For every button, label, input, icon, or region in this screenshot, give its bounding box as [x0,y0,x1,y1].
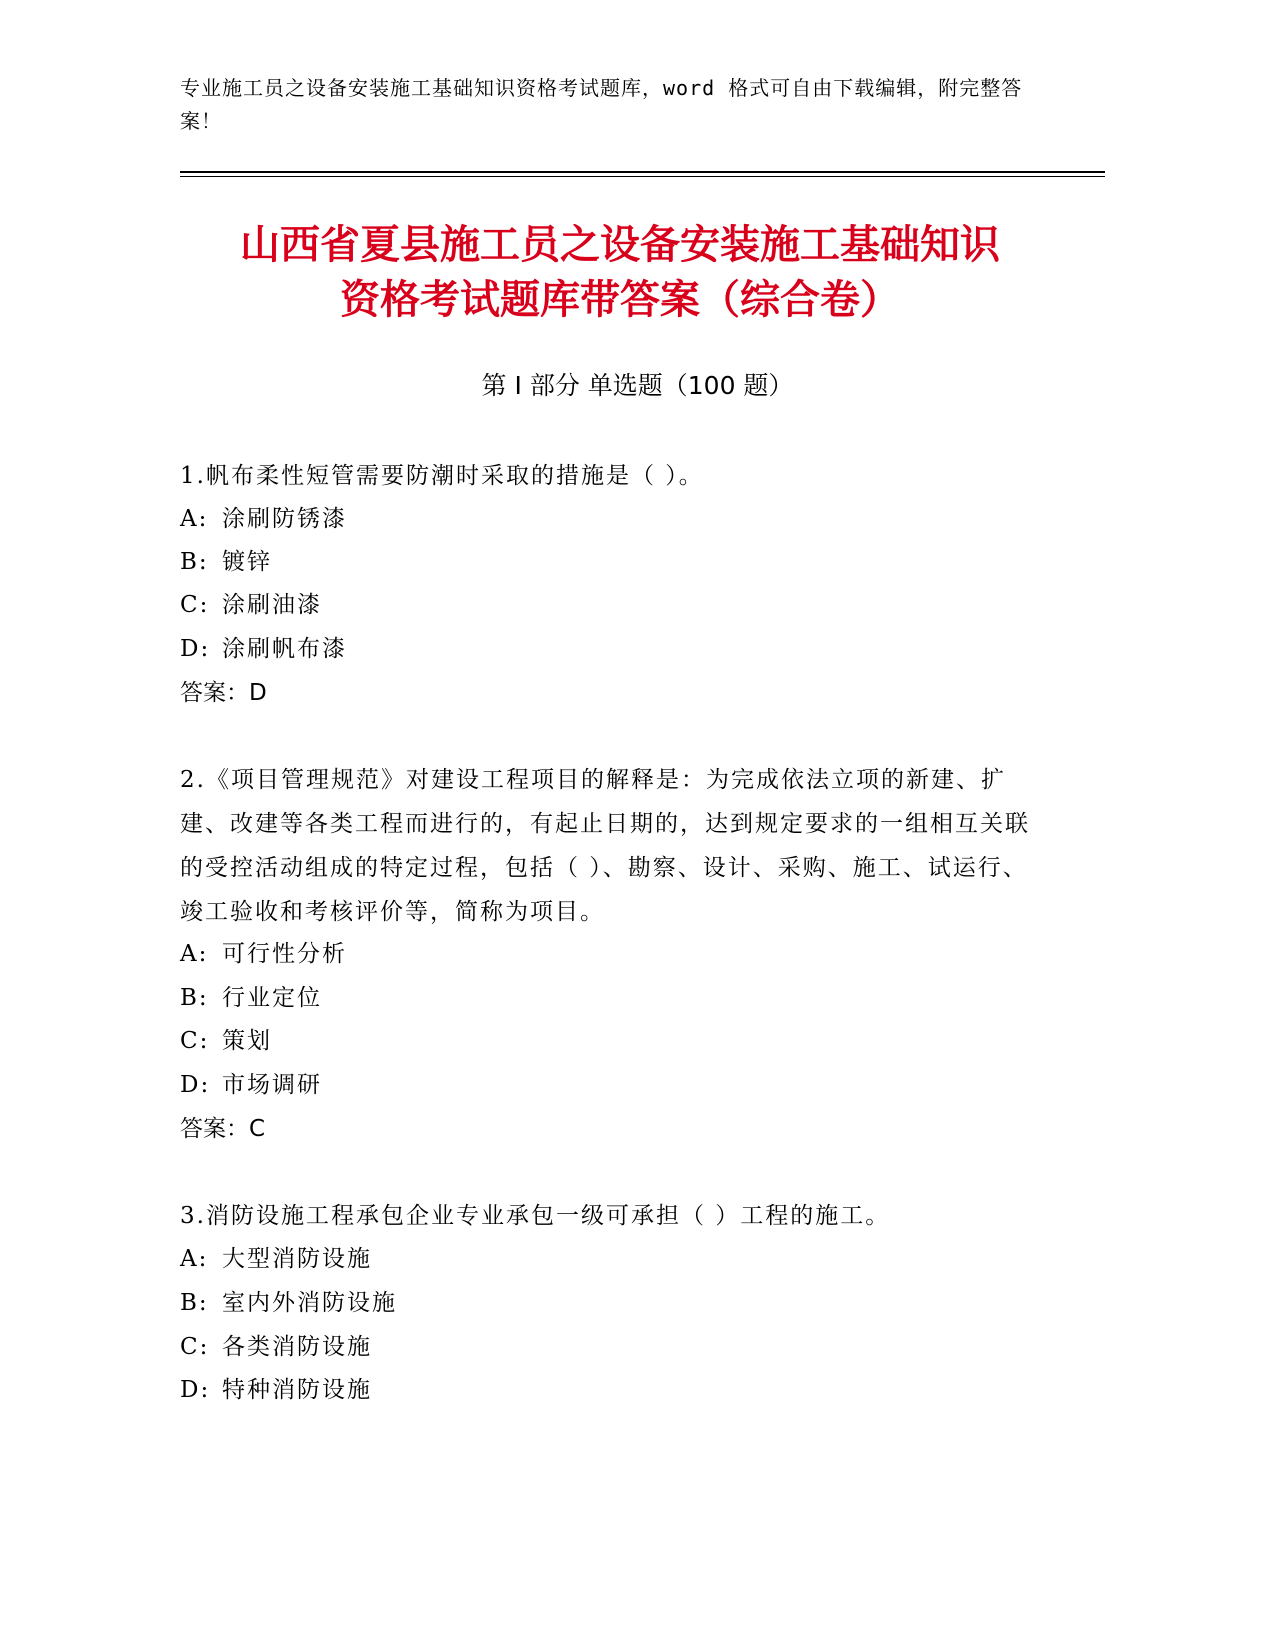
question-1-option-b [180,540,1050,584]
option-text: 室内外消防设施 [222,1290,397,1316]
option-letter: D: [180,1072,211,1098]
question-1-answer: 答案：D [180,680,267,706]
option-letter: B: [180,549,209,575]
option-text: 策划 [222,1028,272,1054]
option-letter: C: [180,1334,210,1360]
header-rule-thick [180,171,1105,173]
question-2-option-a [180,932,1050,976]
question-3-option-c [180,1325,1050,1369]
question-1-option-c [180,583,1050,627]
option-text: 可行性分析 [222,941,347,967]
question-1-stem: 1.帆布柔性短管需要防潮时采取的措施是（ ）。 [180,463,704,489]
document-title-line-2: 资格考试题库带答案（综合卷） [340,277,900,323]
header-note: 专业施工员之设备安装施工基础知识资格考试题库，word 格式可自由下载编辑，附完整答案！ [180,76,1023,133]
question-2-answer: 答案：C [180,1116,266,1142]
question-3-stem: 3.消防设施工程承包企业专业承包一级可承担（ ）工程的施工。 [180,1203,891,1229]
option-text: 各类消防设施 [222,1334,372,1360]
option-letter: D: [180,1377,211,1403]
question-1-option-a [180,497,1050,541]
question-2-option-c [180,1019,1050,1063]
option-letter: A: [180,941,209,967]
option-letter: D: [180,636,211,662]
option-text: 涂刷帆布漆 [222,636,347,662]
option-letter: B: [180,1290,209,1316]
question-2-stem: 2.《项目管理规范》对建设工程项目的解释是：为完成依法立项的新建、扩建、改建等各类工程而进行的，有起止日期的，达到规定要求的一组相互关联的受控活动组成的特定过程，包括（ ）、勘察、设计、采购、施工、试运行、竣工验收和考核评价等，简称为项目。 [180,767,1030,925]
option-letter: C: [180,592,210,618]
option-letter: A: [180,506,209,532]
section-heading: 第 I 部分 单选题（100 题） [481,371,794,400]
option-text: 镀锌 [222,549,272,575]
header-rule-thin [180,176,1105,177]
question-2-option-b [180,976,1050,1020]
option-text: 大型消防设施 [222,1246,372,1272]
option-letter: B: [180,985,209,1011]
option-text: 特种消防设施 [222,1377,372,1403]
option-text: 涂刷油漆 [222,592,322,618]
option-text: 市场调研 [222,1072,322,1098]
question-3-option-b [180,1281,1050,1325]
question-3-option-a [180,1237,1050,1281]
option-letter: C: [180,1028,210,1054]
question-3-option-d [180,1368,1050,1412]
question-1-option-d [180,627,1050,671]
option-letter: A: [180,1246,209,1272]
option-text: 涂刷防锈漆 [222,506,347,532]
document-title-line-1: 山西省夏县施工员之设备安装施工基础知识 [240,222,1000,268]
question-2-option-d [180,1063,1050,1107]
document-title [150,218,1090,328]
option-text: 行业定位 [222,985,322,1011]
